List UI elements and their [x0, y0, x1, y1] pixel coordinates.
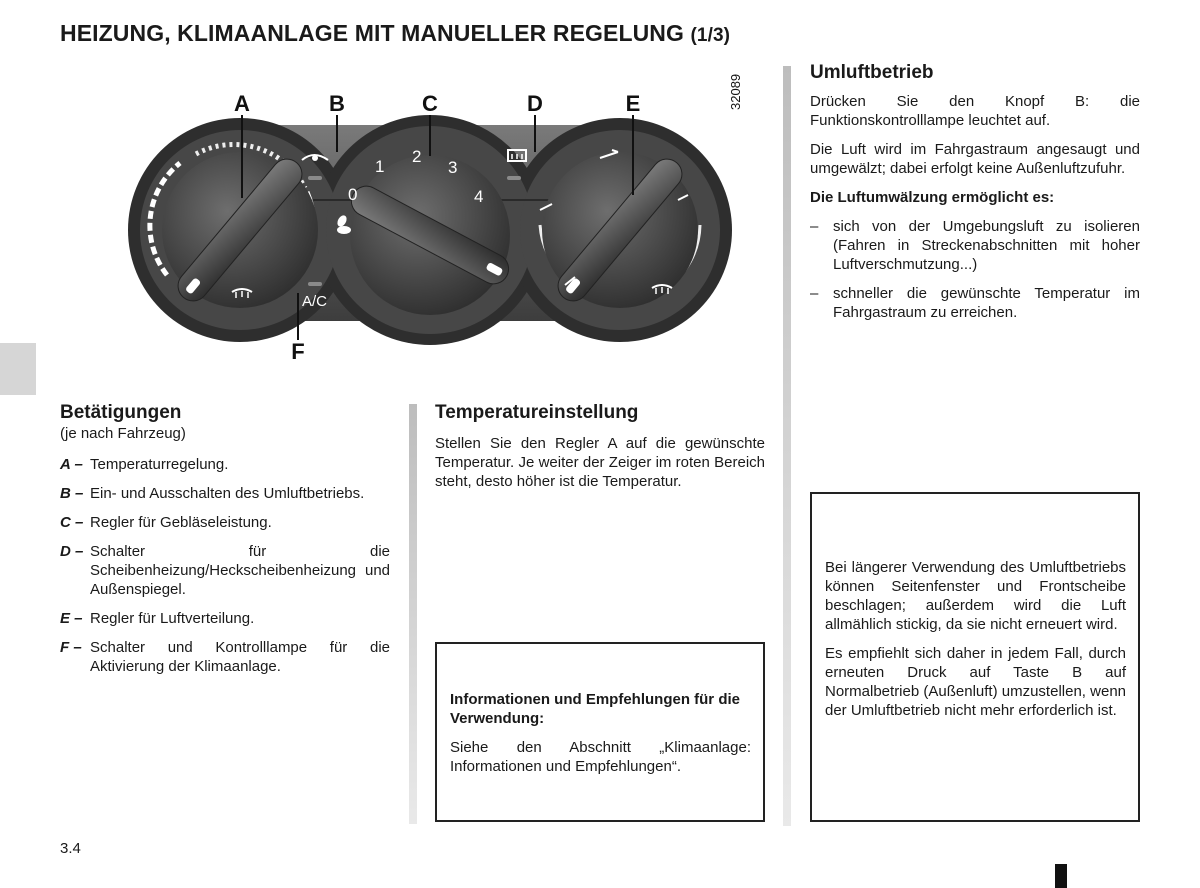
label-c: C [422, 91, 438, 116]
recirculation-p1: Drücken Sie den Knopf B: die Funktionskontrolllampe leuchtet auf. [810, 93, 1140, 129]
page-edge-marker [1055, 864, 1067, 888]
warning-box [810, 492, 1140, 822]
controls-item-e: E – Regler für Luftverteilung. [60, 610, 255, 627]
fan-speed-3: 3 [448, 158, 458, 177]
controls-heading: Betätigungen [60, 402, 182, 423]
temperature-paragraph: Stellen Sie den Regler A auf die gewünschte Temperatur. Je weiter der Zeiger im roten Bereich steht, desto höher ist die Temperatur. [435, 435, 765, 490]
temperature-heading: Temperatureinstellung [435, 402, 639, 423]
fan-speed-4: 4 [474, 187, 484, 206]
label-e: E [625, 91, 641, 116]
figure-ref-number: 32089 [728, 73, 743, 110]
page-title-part: (1/3) [690, 25, 731, 46]
info-box-title: Informationen und Empfehlungen für die Verwendung: [450, 691, 740, 727]
chapter-tab [0, 343, 36, 395]
label-b: B [329, 91, 345, 116]
control-panel-figure [110, 70, 750, 370]
recirculation-heading: Umluftbetrieb [810, 62, 934, 83]
info-box-text: Siehe den Abschnitt „Klimaanlage: Informationen und Empfehlungen“. [450, 739, 751, 775]
controls-item-c: C – Regler für Gebläseleistung. [60, 514, 272, 531]
controls-item-d: D – Schalter für die Scheibenheizung/Heckscheibenheizung und Außenspiegel. [60, 543, 390, 598]
column-rule-right [783, 66, 791, 826]
temperature-section [435, 402, 765, 491]
warning-p1: Bei längerer Verwendung des Umluftbetriebs können Seitenfenster und Frontscheibe beschlagen; außerdem wird die Luft allmählich stickig, da sie nicht erneuert wird. [825, 559, 1126, 633]
list-item: – schneller die gewünschte Temperatur im Fahrgastraum zu erreichen. [810, 284, 1140, 322]
page-title: HEIZUNG, KLIMAANLAGE MIT MANUELLER REGELUNG (1/3) [60, 20, 731, 46]
label-f: F [291, 339, 305, 364]
column-rule-middle [409, 404, 417, 824]
controls-item-a: A – Temperaturregelung. [60, 456, 229, 473]
label-d: D [527, 91, 543, 116]
fan-speed-2: 2 [412, 147, 422, 166]
fan-speed-0: 0 [348, 185, 358, 204]
list-item: – sich von der Umgebungsluft zu isolieren (Fahren in Streckenabschnitten mit hoher Luftverschmutzung...) [810, 217, 1140, 274]
recirculation-section [810, 62, 1140, 332]
page-number: 3.4 [60, 840, 81, 857]
recirculation-list-title: Die Luftumwälzung ermöglicht es: [810, 189, 1055, 206]
fan-speed-1: 1 [375, 157, 385, 176]
warning-p2: Es empfiehlt sich daher in jedem Fall, durch erneuten Druck auf Taste B auf Normalbetrieb (Außenluft) umzustellen, wenn der Umluftbetrieb nicht mehr erforderlich ist. [825, 645, 1126, 719]
controls-item-b: B – Ein- und Ausschalten des Umluftbetriebs. [60, 485, 365, 502]
info-box [435, 642, 765, 822]
label-a: A [234, 91, 250, 116]
ac-label: A/C [302, 293, 328, 310]
controls-section [60, 402, 390, 686]
controls-subheading: (je nach Fahrzeug) [60, 425, 186, 442]
controls-item-f: F – Schalter und Kontrolllampe für die Aktivierung der Klimaanlage. [60, 639, 390, 675]
recirculation-p2: Die Luft wird im Fahrgastraum angesaugt und umgewälzt; dabei erfolgt keine Außenluftzufuhr. [810, 141, 1140, 177]
